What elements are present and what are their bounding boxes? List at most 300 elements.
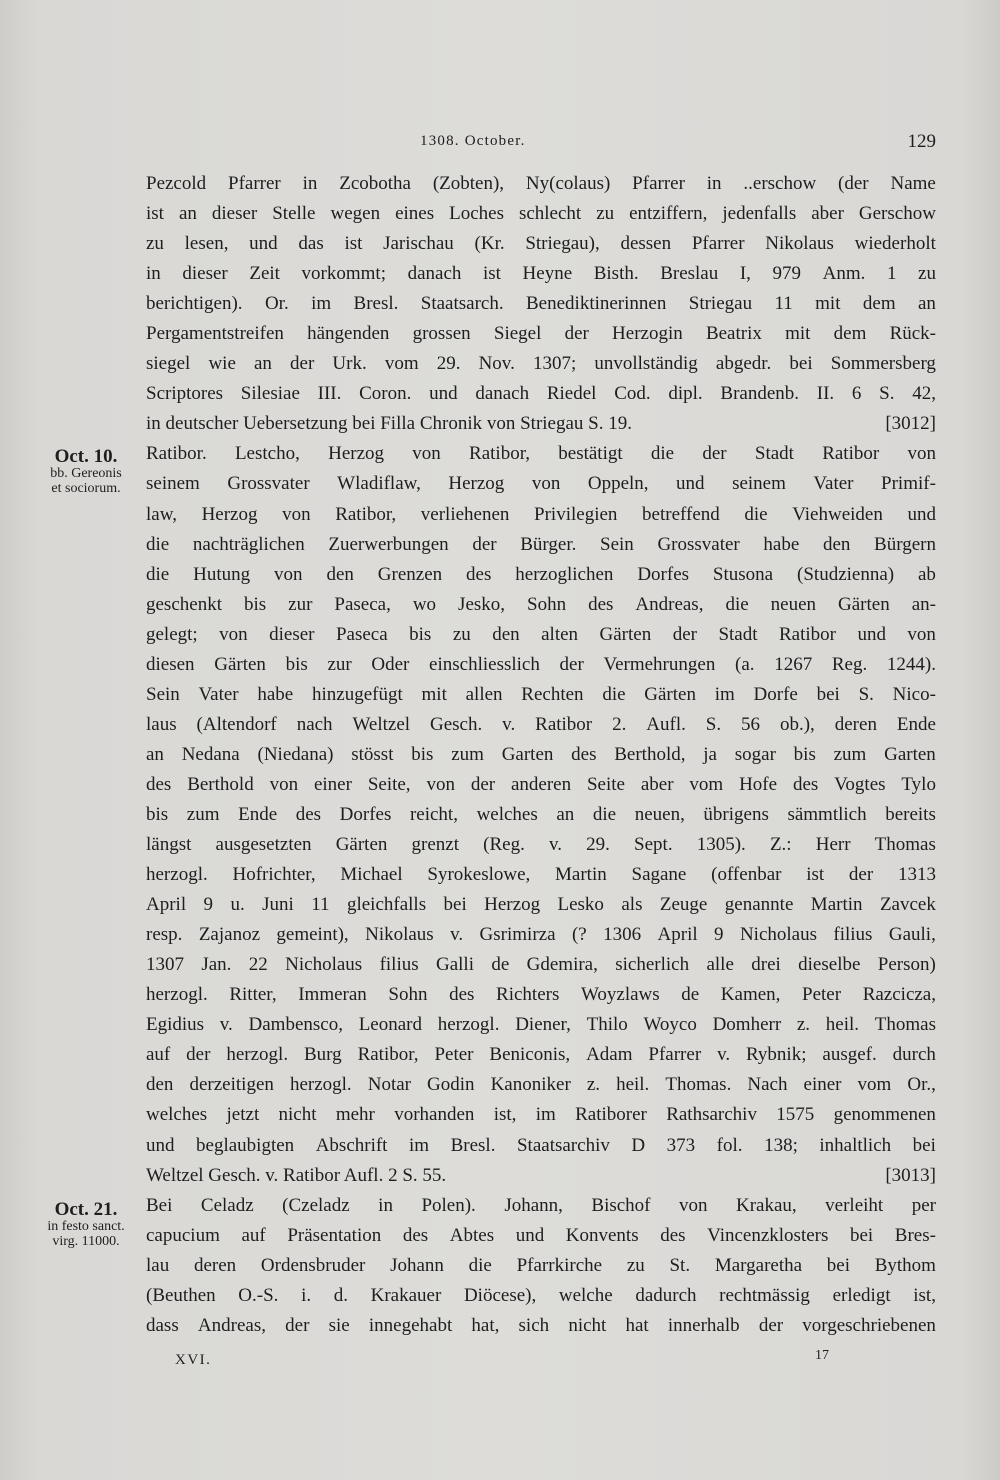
word: Rybnik; bbox=[746, 1044, 807, 1066]
word: Beniconis, bbox=[489, 1044, 571, 1066]
word: fol. bbox=[716, 1134, 743, 1156]
word: in bbox=[302, 173, 318, 194]
word: ja bbox=[703, 743, 717, 765]
word: Präsentation bbox=[287, 1224, 382, 1246]
word: von bbox=[219, 623, 248, 645]
word: zum bbox=[451, 743, 484, 765]
word: Brandenb. bbox=[720, 383, 800, 405]
word: (offenbar bbox=[711, 864, 782, 886]
word: d. bbox=[333, 1284, 348, 1306]
word: des bbox=[588, 593, 614, 615]
word: nicht bbox=[568, 1314, 607, 1336]
word: (Kr. bbox=[474, 233, 505, 255]
word: abgedr. bbox=[715, 353, 772, 375]
word: Anm. bbox=[822, 263, 866, 285]
word: mehr bbox=[335, 1104, 375, 1126]
word: Margaretha bbox=[714, 1254, 803, 1276]
word: siegel bbox=[146, 353, 191, 375]
word: Adam bbox=[586, 1044, 633, 1066]
word: schlecht bbox=[518, 203, 582, 225]
word: 29. bbox=[436, 353, 461, 375]
word: in bbox=[706, 173, 722, 194]
word: Peter bbox=[434, 1044, 474, 1066]
word: des bbox=[295, 803, 322, 825]
word: ist bbox=[483, 263, 501, 285]
word: an bbox=[253, 353, 272, 375]
word: Vermehrungen bbox=[603, 653, 716, 675]
word: die bbox=[725, 593, 749, 615]
word: Gärten bbox=[838, 593, 890, 615]
word: jedenfalls bbox=[722, 203, 797, 225]
word: alle bbox=[706, 954, 734, 976]
word: zum bbox=[833, 743, 867, 765]
word: de bbox=[681, 984, 700, 1006]
word: bereits bbox=[885, 803, 936, 825]
word: dessen bbox=[620, 233, 672, 255]
word: welches bbox=[146, 1104, 208, 1126]
word: Pfarrer bbox=[648, 1044, 702, 1066]
word: seinem bbox=[732, 473, 786, 495]
word: 979 bbox=[772, 263, 802, 285]
word: Seite, bbox=[367, 773, 411, 795]
word: durch bbox=[892, 1044, 936, 1066]
word: bei bbox=[826, 1254, 850, 1276]
word: Oppeln, bbox=[587, 473, 649, 495]
word: Dorfe bbox=[753, 683, 798, 705]
word: z. bbox=[796, 1014, 811, 1036]
word: D bbox=[631, 1134, 646, 1156]
word: zur bbox=[327, 653, 352, 675]
word: erledigt bbox=[832, 1284, 891, 1306]
word: 9 bbox=[203, 894, 214, 916]
text-line bbox=[146, 980, 936, 1010]
word: Kamen, bbox=[720, 984, 781, 1006]
word: vorgeschriebenen bbox=[802, 1314, 936, 1336]
word: Grenzen bbox=[377, 563, 443, 585]
word: Staatsarchiv bbox=[516, 1134, 610, 1156]
word: Martin bbox=[555, 864, 607, 886]
word: aber bbox=[640, 773, 674, 795]
word: nicht bbox=[278, 1104, 317, 1126]
word: Woyco bbox=[643, 1014, 697, 1036]
word: Richters bbox=[496, 984, 560, 1006]
word: beglaubigten bbox=[196, 1134, 295, 1156]
word: Abschrift bbox=[315, 1134, 388, 1156]
word: hinzugefügt bbox=[312, 683, 403, 705]
word: den bbox=[146, 1074, 174, 1096]
word: der bbox=[758, 1314, 784, 1336]
word: zum bbox=[186, 803, 220, 825]
word: im bbox=[535, 1104, 556, 1126]
word: die bbox=[744, 503, 768, 525]
word: als bbox=[621, 894, 643, 916]
word: Vater bbox=[198, 683, 239, 705]
word: Bresl. bbox=[353, 293, 399, 315]
word: Wladiflaw, bbox=[337, 473, 421, 495]
text-line-with-reference bbox=[146, 409, 936, 439]
word: Hofrichter, bbox=[232, 864, 316, 886]
word: herzoglichen bbox=[515, 563, 614, 585]
word: bis bbox=[411, 743, 434, 765]
word: Herzog bbox=[201, 503, 258, 525]
word: April bbox=[657, 924, 698, 946]
word: anderen bbox=[510, 773, 572, 795]
word: Thomas bbox=[874, 834, 936, 856]
word: der bbox=[290, 353, 315, 375]
word: Berthold bbox=[187, 773, 254, 795]
word: Nicholaus bbox=[739, 924, 817, 946]
word: Lesko bbox=[557, 894, 604, 916]
word: 1244). bbox=[886, 653, 936, 675]
word: Bischof bbox=[591, 1194, 651, 1216]
word: Jesko, bbox=[458, 593, 506, 615]
word: heil. bbox=[825, 1014, 860, 1036]
word: Gauli, bbox=[888, 924, 936, 946]
word: 56 bbox=[741, 713, 761, 735]
word: genommenen bbox=[833, 1104, 936, 1126]
word: die bbox=[592, 803, 617, 825]
text-line bbox=[146, 469, 936, 499]
word: längst bbox=[146, 834, 192, 856]
word: des bbox=[466, 563, 492, 585]
word: bis bbox=[146, 803, 169, 825]
word: eines bbox=[395, 203, 435, 225]
word: vom bbox=[384, 353, 419, 375]
word: Oder bbox=[371, 653, 410, 675]
word: und bbox=[676, 473, 705, 495]
word: der bbox=[672, 623, 697, 645]
word: dadurch bbox=[635, 1284, 697, 1306]
word: der bbox=[559, 653, 584, 675]
running-head: 1308. October. bbox=[420, 133, 526, 149]
word: per bbox=[911, 1194, 936, 1216]
word: Stusona bbox=[712, 563, 774, 585]
word: Rathsarchiv bbox=[666, 1104, 757, 1126]
word: innerhalb bbox=[667, 1314, 740, 1336]
word: Sommersberg bbox=[830, 353, 936, 375]
word: habe bbox=[763, 533, 800, 555]
word: Pfarrer bbox=[691, 233, 745, 255]
word: des bbox=[660, 1224, 686, 1246]
word: an bbox=[556, 803, 575, 825]
text-line bbox=[146, 439, 936, 469]
word: ist bbox=[344, 233, 363, 255]
word: und bbox=[515, 1224, 545, 1246]
word: in bbox=[146, 263, 161, 285]
word: (? bbox=[571, 924, 587, 946]
word: Loches bbox=[449, 203, 504, 225]
word: Ordensbruder bbox=[260, 1254, 366, 1276]
word: Gesch. bbox=[430, 713, 483, 735]
word: den bbox=[492, 623, 520, 645]
word: aber bbox=[811, 203, 844, 225]
word: St. bbox=[669, 1254, 691, 1276]
word: gelegt; bbox=[146, 623, 198, 645]
text-line bbox=[146, 1281, 936, 1311]
word: bei bbox=[816, 683, 840, 705]
word: wie bbox=[208, 353, 236, 375]
word: des bbox=[402, 1224, 429, 1246]
word: 2. bbox=[612, 713, 627, 735]
word: im bbox=[409, 1134, 430, 1156]
word: deren bbox=[834, 713, 877, 735]
word: Diener, bbox=[515, 1014, 571, 1036]
word: mit bbox=[421, 683, 447, 705]
word: Stadt bbox=[754, 443, 794, 465]
word: von bbox=[274, 563, 303, 585]
word: habe bbox=[257, 683, 294, 705]
word: betreffend bbox=[642, 503, 720, 525]
word: Zavcek bbox=[879, 894, 936, 916]
word: Thilo bbox=[586, 1014, 628, 1036]
text-line bbox=[146, 680, 936, 710]
word: (Altendorf bbox=[196, 713, 277, 735]
word: Person) bbox=[877, 954, 936, 976]
word: zu bbox=[452, 623, 471, 645]
word: die bbox=[146, 563, 170, 585]
word: 9 bbox=[714, 924, 724, 946]
word: Name bbox=[890, 173, 936, 194]
word: Dorfes bbox=[637, 563, 690, 585]
word: von bbox=[907, 623, 936, 645]
text-line bbox=[146, 710, 936, 740]
word: 1307; bbox=[532, 353, 577, 375]
word: Immeran bbox=[298, 984, 367, 1006]
word: Pfarrer bbox=[228, 173, 281, 194]
word: an bbox=[918, 293, 936, 315]
word: Gsrimirza bbox=[479, 924, 556, 946]
word: Polen). bbox=[421, 1194, 476, 1216]
word: Ratibor bbox=[822, 443, 880, 465]
word: den bbox=[326, 563, 354, 585]
word: (a. bbox=[735, 653, 755, 675]
word: Paseca bbox=[335, 623, 388, 645]
word: Striegau bbox=[688, 293, 753, 315]
word: hängenden bbox=[307, 323, 390, 345]
word: ab bbox=[918, 563, 936, 585]
word: Nicholaus bbox=[285, 954, 363, 976]
word: dem bbox=[833, 323, 867, 345]
word: an- bbox=[911, 593, 936, 615]
word: inhaltlich bbox=[819, 1134, 892, 1156]
word: welches bbox=[476, 803, 538, 825]
word: von bbox=[412, 443, 441, 465]
word: Jan. bbox=[201, 954, 232, 976]
word: wiederholt bbox=[854, 233, 936, 255]
word: Domherr bbox=[712, 1014, 782, 1036]
word: Striegau), bbox=[525, 233, 600, 255]
word: Ratibor, bbox=[335, 503, 397, 525]
word: grossen bbox=[412, 323, 471, 345]
text-line-text: in deutscher Uebersetzung bei Filla Chronik von Striegau S. 19. bbox=[146, 413, 632, 435]
word: Nov. bbox=[478, 353, 515, 375]
word: (der bbox=[838, 173, 869, 194]
word: bis bbox=[409, 623, 432, 645]
word: Burg bbox=[303, 1044, 342, 1066]
word: S. bbox=[858, 683, 874, 705]
word: Thomas bbox=[874, 1014, 936, 1036]
word: auf bbox=[146, 1044, 171, 1066]
word: herzogl. bbox=[289, 1074, 352, 1096]
word: 1313 bbox=[897, 864, 936, 886]
word: Ny(colaus) bbox=[525, 173, 611, 194]
word: im bbox=[714, 683, 735, 705]
word: S. bbox=[879, 383, 895, 405]
word: i. bbox=[301, 1284, 312, 1306]
word: und bbox=[249, 233, 278, 255]
word: bis bbox=[793, 743, 816, 765]
text-line bbox=[146, 560, 936, 590]
word: übrigens bbox=[703, 803, 769, 825]
word: Pezcold bbox=[146, 173, 207, 194]
text-line bbox=[146, 1251, 936, 1281]
word: Herzog bbox=[484, 894, 541, 916]
word: seinem bbox=[146, 473, 200, 495]
word: sämmtlich bbox=[787, 803, 867, 825]
word: Sohn bbox=[388, 984, 428, 1006]
text-line bbox=[146, 1010, 936, 1040]
word: Konvents bbox=[565, 1224, 639, 1246]
text-line bbox=[146, 1131, 936, 1161]
margin-date: Oct. 21. bbox=[54, 1199, 118, 1220]
text-line bbox=[146, 1070, 936, 1100]
word: laus bbox=[146, 713, 177, 735]
word: resp. bbox=[146, 924, 183, 946]
word: den bbox=[822, 533, 851, 555]
text-line-with-reference bbox=[146, 1161, 936, 1191]
word: Zeit bbox=[249, 263, 280, 285]
word: Rechten bbox=[521, 683, 584, 705]
word: mit bbox=[785, 323, 811, 345]
text-line bbox=[146, 890, 936, 920]
word: Andreas, bbox=[635, 593, 704, 615]
word: ob.), bbox=[779, 713, 815, 735]
word: von bbox=[426, 773, 455, 795]
word: Nikolaus bbox=[365, 924, 434, 946]
word: Ende bbox=[238, 803, 278, 825]
word: v. bbox=[502, 713, 516, 735]
word: stösst bbox=[351, 743, 394, 765]
word: Reg. bbox=[831, 653, 868, 675]
word: Ratibor bbox=[535, 713, 593, 735]
word: Bresl. bbox=[450, 1134, 496, 1156]
word: mit bbox=[815, 293, 841, 315]
word: Or., bbox=[907, 1074, 936, 1096]
word: lau bbox=[146, 1254, 170, 1276]
word: auf bbox=[241, 1224, 266, 1246]
word: Michael bbox=[340, 864, 403, 886]
text-line bbox=[146, 590, 936, 620]
word: alten bbox=[541, 623, 579, 645]
word: vorhanden bbox=[394, 1104, 475, 1126]
word: reicht, bbox=[409, 803, 458, 825]
word: z. bbox=[586, 1074, 601, 1096]
text-line bbox=[146, 920, 936, 950]
word: ist, bbox=[913, 1284, 936, 1306]
word: 6 bbox=[851, 383, 862, 405]
word: Johann, bbox=[504, 1194, 563, 1216]
word: Nico- bbox=[892, 683, 936, 705]
word: bestätigt bbox=[558, 443, 623, 465]
word: I, bbox=[739, 263, 751, 285]
word: vom bbox=[689, 773, 724, 795]
word: Nedana bbox=[181, 743, 240, 765]
text-line bbox=[146, 349, 936, 379]
word: Herzog bbox=[328, 443, 385, 465]
word: Syrokeslowe, bbox=[427, 864, 531, 886]
word: bei bbox=[912, 1134, 936, 1156]
word: ausgef. bbox=[822, 1044, 877, 1066]
word: bei bbox=[789, 353, 813, 375]
word: Tylo bbox=[901, 773, 936, 795]
text-line bbox=[146, 800, 936, 830]
word: zu bbox=[918, 263, 936, 285]
word: Herr bbox=[815, 834, 851, 856]
word: 1267 bbox=[774, 653, 813, 675]
word: Berthold, bbox=[614, 743, 686, 765]
word: Primif- bbox=[881, 473, 936, 495]
text-line bbox=[146, 379, 936, 409]
word: Gärten bbox=[335, 834, 388, 856]
text-line bbox=[146, 169, 936, 199]
word: Pfarrer bbox=[632, 173, 685, 194]
word: sogar bbox=[734, 743, 776, 765]
word: zur bbox=[288, 593, 313, 615]
word: (Studzienna) bbox=[797, 563, 895, 585]
word: Razcicza, bbox=[862, 984, 936, 1006]
text-line bbox=[146, 950, 936, 980]
word: ist, bbox=[493, 1104, 517, 1126]
word: Krakau, bbox=[736, 1194, 797, 1216]
word: Kanoniker bbox=[490, 1074, 571, 1096]
signature-mark: XVI. bbox=[175, 1352, 212, 1368]
word: filius bbox=[379, 954, 419, 976]
word: Zajanoz bbox=[198, 924, 260, 946]
word: drei bbox=[751, 954, 781, 976]
sheet-number: 17 bbox=[815, 1348, 829, 1363]
word: Bres- bbox=[894, 1224, 936, 1246]
word: rechtmässig bbox=[719, 1284, 810, 1306]
word: das bbox=[298, 233, 324, 255]
margin-note-oct-21 bbox=[30, 1200, 142, 1249]
word: Ratibor. bbox=[146, 443, 207, 465]
word: einschliesslich bbox=[429, 653, 540, 675]
margin-note-oct-10 bbox=[30, 447, 142, 496]
word: wegen bbox=[330, 203, 381, 225]
word: von bbox=[269, 773, 299, 795]
text-line bbox=[146, 1191, 936, 1221]
word: der bbox=[470, 773, 496, 795]
word: von bbox=[282, 503, 311, 525]
word: Bisth. bbox=[593, 263, 639, 285]
word: die bbox=[650, 443, 675, 465]
word: Notar bbox=[367, 1074, 411, 1096]
body-text bbox=[146, 169, 936, 1341]
word: welche bbox=[558, 1284, 613, 1306]
word: herzogl. bbox=[437, 1014, 500, 1036]
word: bis bbox=[243, 593, 267, 615]
word: Andreas, bbox=[197, 1314, 266, 1336]
word: Lestcho, bbox=[234, 443, 300, 465]
word: Gärten bbox=[644, 683, 696, 705]
word: Hutung bbox=[193, 563, 251, 585]
text-line bbox=[146, 289, 936, 319]
word: Coron. bbox=[359, 383, 412, 405]
word: entziffern, bbox=[629, 203, 708, 225]
page-number: 129 bbox=[907, 131, 936, 152]
word: Cod. bbox=[614, 383, 651, 405]
word: 1307 bbox=[146, 954, 184, 976]
